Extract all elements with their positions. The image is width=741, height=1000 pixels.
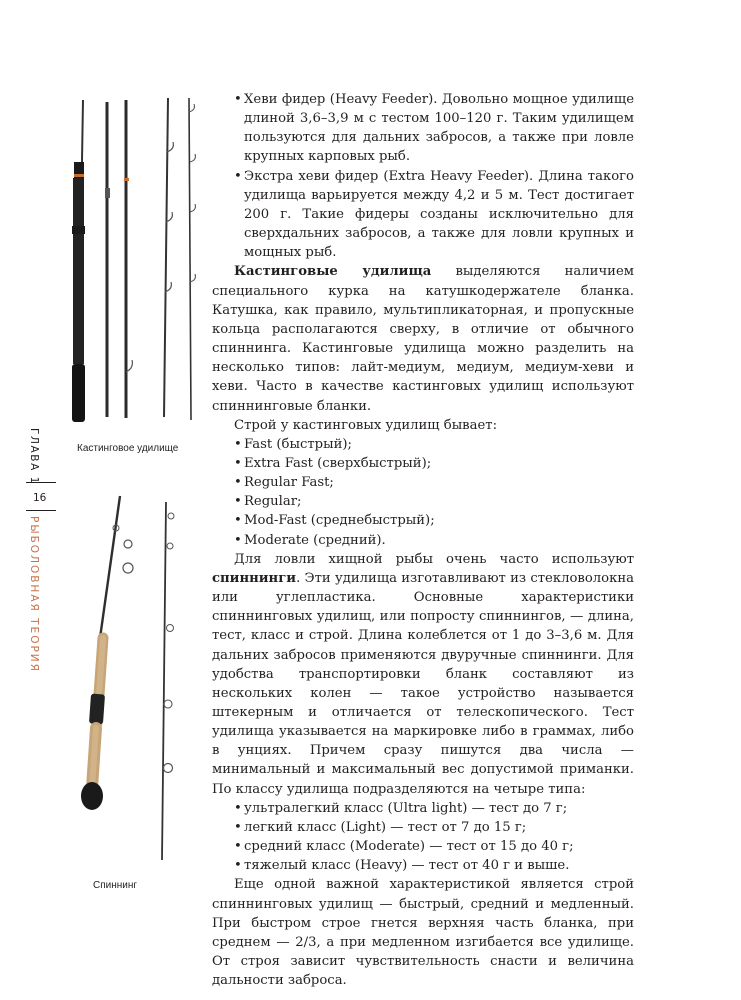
spinning-paragraph-text: . Эти удилища изготавливают из стекловолокна или углепластика. Основные характеристики спиннинговых удилищ, или попросту спиннингов, — длина, тест, класс и строй. Длина колеблется от 1 до 3–3,6 м. Для дальних забросов применяются двуручные спиннинги. Для удобства транспортировки бланк составляют из нескольких колен — такое устройство называется штекерным и отличается от телескопического. Тест удилища указывается на маркировке либо в граммах, либо в унциях. Причем сразу пишутся два числа — минимальный и максимальный вес допустимой приманки. По классу удилища подразделяются на четыре типа: — [212, 570, 634, 797]
list-item: • Regular Fast; — [212, 473, 634, 492]
casting-paragraph — [212, 262, 634, 415]
casting-rod-figure — [64, 92, 214, 432]
page-number: 16 — [33, 492, 47, 504]
casting-term: Кастинговые удилища — [234, 264, 432, 280]
rod-section-butt — [72, 100, 85, 422]
rod-tip-section — [162, 502, 174, 860]
rod-butt-section — [81, 496, 133, 810]
casting-rod-illustration — [64, 92, 214, 432]
feeder-list — [212, 90, 634, 262]
body-text — [212, 90, 634, 990]
chapter-label: ГЛАВА 1 — [28, 428, 40, 486]
list-item: • Fast (быстрый); — [212, 435, 634, 454]
list-item: • ультралегкий класс (Ultra light) — тест до 7 г; — [212, 799, 634, 818]
rod-section-2 — [105, 102, 110, 417]
section-label: РЫБОЛОВНАЯ ТЕОРИЯ — [28, 516, 40, 673]
action-intro: Строй у кастинговых удилищ бывает: — [234, 417, 498, 433]
final-paragraph: Еще одной важной характеристикой является строй спиннинговых удилищ — быстрый, средний и медленный. При быстром строе гнется верхняя часть бланка, при среднем — 2/3, а при медленном изгибается все удилище. От строя зависит чувствительность снасти и величина дальности заброса. — [212, 877, 634, 989]
list-item: • Extra Fast (сверхбыстрый); — [212, 454, 634, 473]
casting-rod-caption: Кастинговое удилище — [77, 443, 179, 454]
spinning-rod-illustration — [70, 488, 220, 878]
list-item: • Экстра хеви фидер (Extra Heavy Feeder). Длина такого удилища варьируется между 4,2 и 5 м. Тест достигает 200 г. Такие фидеры созданы исключительно для сверхдальних забросов, а также для ловли крупных и мощных рыб. — [212, 167, 634, 263]
spinning-lead: Для ловли хищной рыбы очень часто используют — [234, 551, 634, 567]
list-item: • Mod-Fast (среднебыстрый); — [212, 511, 634, 530]
rod-section-3 — [124, 100, 132, 418]
casting-paragraph-text: выделяются наличием специального курка на катушкодержателе бланка. Катушка, как правило, мультипликаторная, и пропускные кольца располагаются сверху, в отличие от обычного спиннинга. Кастинговые удилища можно разделить на несколько типов: лайт-медиум, медиум, медиум-хеви и хеви. Часто в качестве кастинговых удилищ используют спиннинговые бланки. — [212, 264, 635, 414]
header-divider-bottom — [26, 510, 56, 511]
list-item: • тяжелый класс (Heavy) — тест от 40 г и выше. — [212, 856, 634, 875]
running-header — [24, 428, 64, 673]
spinning-term: спиннинги — [212, 570, 297, 586]
list-item: • средний класс (Moderate) — тест от 15 до 40 г; — [212, 837, 634, 856]
spinning-rod-figure — [70, 488, 220, 878]
list-item: • Хеви фидер (Heavy Feeder). Довольно мощное удилище длиной 3,6–3,9 м с тестом 100–120 г. Таким удилищем пользуются для дальних забросов, а также при ловле крупных карповых рыб. — [212, 90, 634, 167]
list-item: • легкий класс (Light) — тест от 7 до 15 г; — [212, 818, 634, 837]
spinning-rod-caption: Спиннинг — [93, 880, 138, 891]
list-item: • Moderate (средний). — [212, 531, 634, 550]
spinning-paragraph — [212, 550, 634, 799]
header-divider-top — [26, 482, 56, 483]
rod-section-4 — [164, 98, 173, 417]
class-list — [212, 799, 634, 876]
rod-section-tip — [189, 98, 195, 420]
action-list — [212, 435, 634, 550]
list-item: • Regular; — [212, 492, 634, 511]
